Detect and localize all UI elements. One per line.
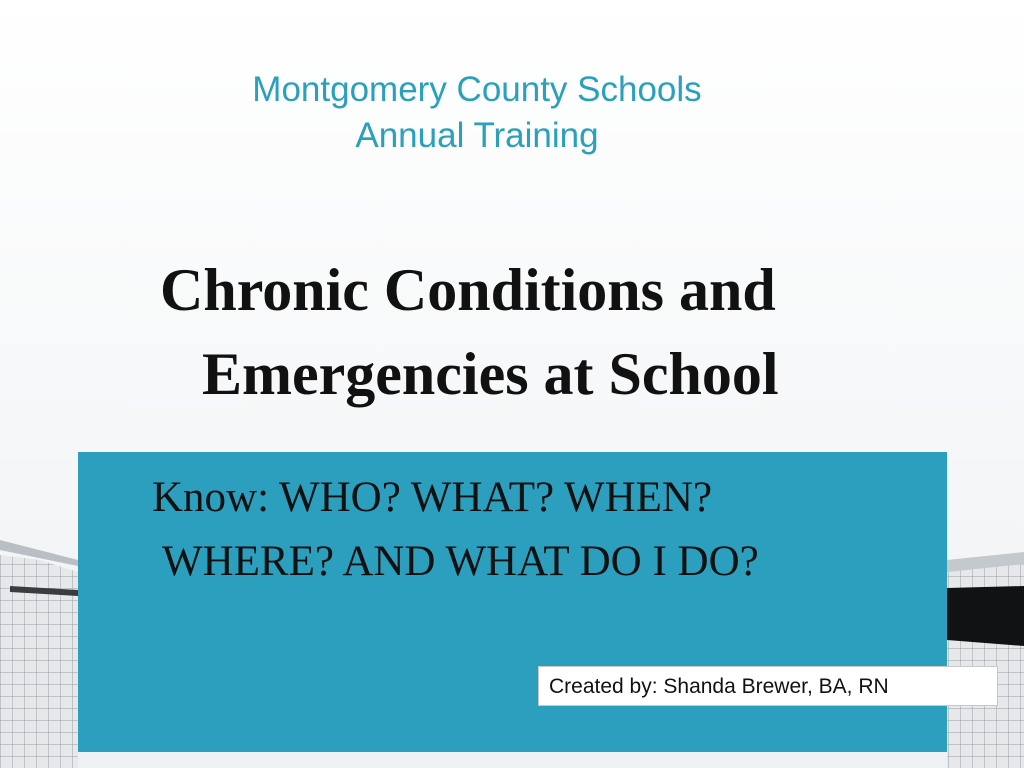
subtitle-line-1: Know: WHO? WHAT? WHEN? (152, 474, 713, 521)
subtitle-line-2: WHERE? AND WHAT DO I DO? (162, 538, 759, 585)
author-credit: Created by: Shanda Brewer, BA, RN (538, 666, 998, 706)
header-title: Montgomery County Schools (252, 70, 702, 109)
header-subtitle: Annual Training (355, 116, 599, 155)
title-line-1: Chronic Conditions and (160, 257, 776, 323)
title-line-2: Emergencies at School (202, 341, 779, 407)
slide-title (150, 248, 870, 416)
slide-subtitle (150, 466, 940, 594)
